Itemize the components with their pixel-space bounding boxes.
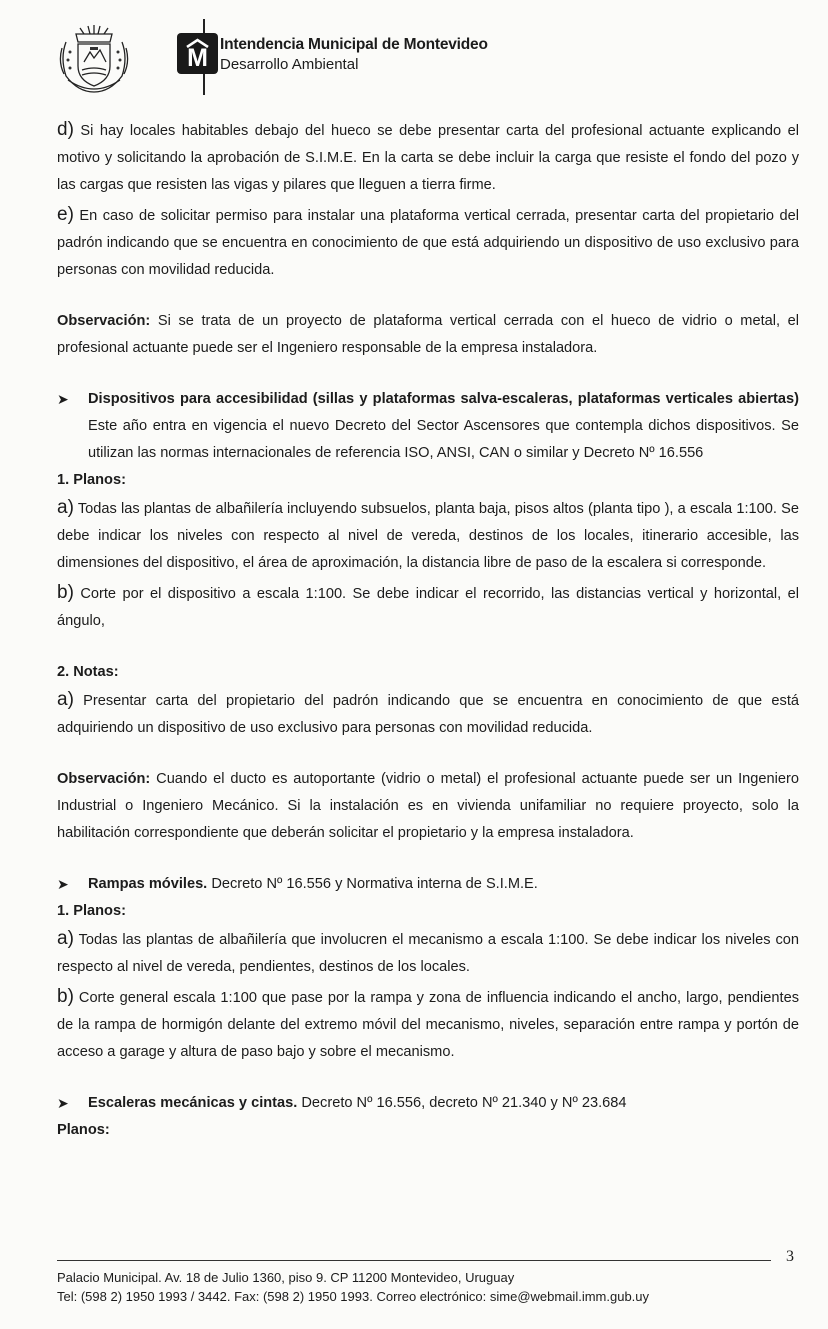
rampas-text: Decreto Nº 16.556 y Normativa interna de S.I.M.E. [211, 876, 538, 892]
section-dispositivos [57, 386, 799, 467]
page-number: 3 [786, 1248, 794, 1265]
observation-2 [57, 766, 799, 847]
arrowhead-bullet-icon: ➤ [57, 391, 69, 407]
rampas-item-a [57, 925, 799, 981]
rampas-planos-heading: 1. Planos: [57, 903, 126, 919]
observation-1-label: Observación: [57, 313, 151, 329]
montevideo-coat-of-arms-icon [56, 22, 132, 94]
dispositivos-item-a-text: Todas las plantas de albañilería incluyendo subsuelos, planta baja, pisos altos (planta tipo ), a escala 1:100. Se debe indicar los niveles con respecto al nivel de vereda, destinos de los locales, itinerario accesible, las dimensiones del dispositivo, el área de aproximación, la distancia libre de paso de la escalera si corresponde. [57, 501, 799, 571]
observation-2-text: Cuando el ducto es autoportante (vidrio o metal) el profesional actuante puede ser un Ingeniero Industrial o Ingeniero Mecánico. Si la instalación es en vivienda unifamiliar no requiere proyecto, solo la habilitación correspondiente que deberán solicitar el propietario y la empresa instaladora. [57, 771, 799, 841]
rampas-title: Rampas móviles. [88, 876, 208, 892]
footer-contact: Tel: (598 2) 1950 1993 / 3442. Fax: (598 2) 1950 1993. Correo electrónico: sime@webmail.imm.gub.uy [57, 1289, 650, 1304]
page-footer [57, 1268, 649, 1306]
org-block [220, 36, 488, 73]
document-body [57, 116, 799, 1144]
item-e-marker: e) [57, 204, 74, 225]
org-name: Intendencia Municipal de Montevideo [220, 36, 488, 53]
rampas-item-b-marker: b) [57, 986, 74, 1007]
logo-letter: M [187, 44, 208, 72]
footer-rule [57, 1260, 771, 1261]
org-subtitle: Desarrollo Ambiental [220, 56, 359, 73]
section-rampas [57, 871, 799, 898]
notas-item-a-marker: a) [57, 689, 74, 710]
arrowhead-bullet-icon: ➤ [57, 876, 69, 892]
dispositivos-item-a-marker: a) [57, 497, 74, 518]
rampas-item-b [57, 983, 799, 1066]
dispositivos-item-a [57, 494, 799, 577]
intendencia-logo [177, 33, 218, 74]
dispositivos-title: Dispositivos para accesibilidad (sillas y plataformas salva-escaleras, plataformas verticales abiertas) [88, 391, 799, 407]
rampas-item-b-text: Corte general escala 1:100 que pase por la rampa y zona de influencia indicando el ancho, largo, pendientes de la rampa de hormigón delante del extremo móvil del mecanismo, niveles, separación entre rampa y portón de acceso a garage y altura de paso bajo y sobre el mecanismo. [57, 990, 799, 1060]
dispositivos-notas-heading: 2. Notas: [57, 664, 119, 680]
rampas-item-a-marker: a) [57, 928, 74, 949]
arrowhead-bullet-icon: ➤ [57, 1095, 69, 1111]
item-d [57, 116, 799, 199]
item-d-marker: d) [57, 119, 74, 140]
notas-item-a-text: Presentar carta del propietario del padrón indicando que se encuentra en conocimiento de que está adquiriendo un dispositivo de uso exclusivo para personas con movilidad reducida. [57, 693, 799, 736]
escaleras-title: Escaleras mecánicas y cintas. [88, 1095, 298, 1111]
rampas-item-a-text: Todas las plantas de albañilería que involucren el mecanismo a escala 1:100. Se debe indicar los niveles con respecto al nivel de vereda, pendientes, destinos de los locales. [57, 932, 799, 975]
observation-1-text: Si se trata de un proyecto de plataforma vertical cerrada con el hueco de vidrio o metal, el profesional actuante puede ser el Ingeniero responsable de la empresa instaladora. [57, 313, 799, 356]
footer-address: Palacio Municipal. Av. 18 de Julio 1360, piso 9. CP 11200 Montevideo, Uruguay [57, 1270, 515, 1285]
item-e [57, 201, 799, 284]
escaleras-planos-heading: Planos: [57, 1122, 110, 1138]
dispositivos-item-b-text: Corte por el dispositivo a escala 1:100. Se debe indicar el recorrido, las distancias vertical y horizontal, el ángulo, [57, 586, 799, 629]
dispositivos-text: Este año entra en vigencia el nuevo Decreto del Sector Ascensores que contempla dichos dispositivos. Se utilizan las normas internacionales de referencia ISO, ANSI, CAN o similar y Decreto Nº 16.556 [88, 418, 799, 461]
observation-2-label: Observación: [57, 771, 151, 787]
dispositivos-planos-heading: 1. Planos: [57, 472, 126, 488]
item-d-text: Si hay locales habitables debajo del hueco se debe presentar carta del profesional actuante explicando el motivo y solicitando la aprobación de S.I.M.E. En la carta se debe incluir la carga que resiste el fondo del pozo y las cargas que resisten las vigas y pilares que lleguen a tierra firme. [57, 123, 799, 193]
escaleras-text: Decreto Nº 16.556, decreto Nº 21.340 y Nº 23.684 [301, 1095, 627, 1111]
page-header [56, 16, 756, 96]
observation-1 [57, 308, 799, 362]
dispositivos-item-b-marker: b) [57, 582, 74, 603]
notas-item-a [57, 686, 799, 742]
section-escaleras [57, 1090, 799, 1117]
dispositivos-item-b [57, 579, 799, 635]
item-e-text: En caso de solicitar permiso para instalar una plataforma vertical cerrada, presentar carta del propietario del padrón indicando que se encuentra en conocimiento de que está adquiriendo un dispositivo de uso exclusivo para personas con movilidad reducida. [57, 208, 799, 278]
